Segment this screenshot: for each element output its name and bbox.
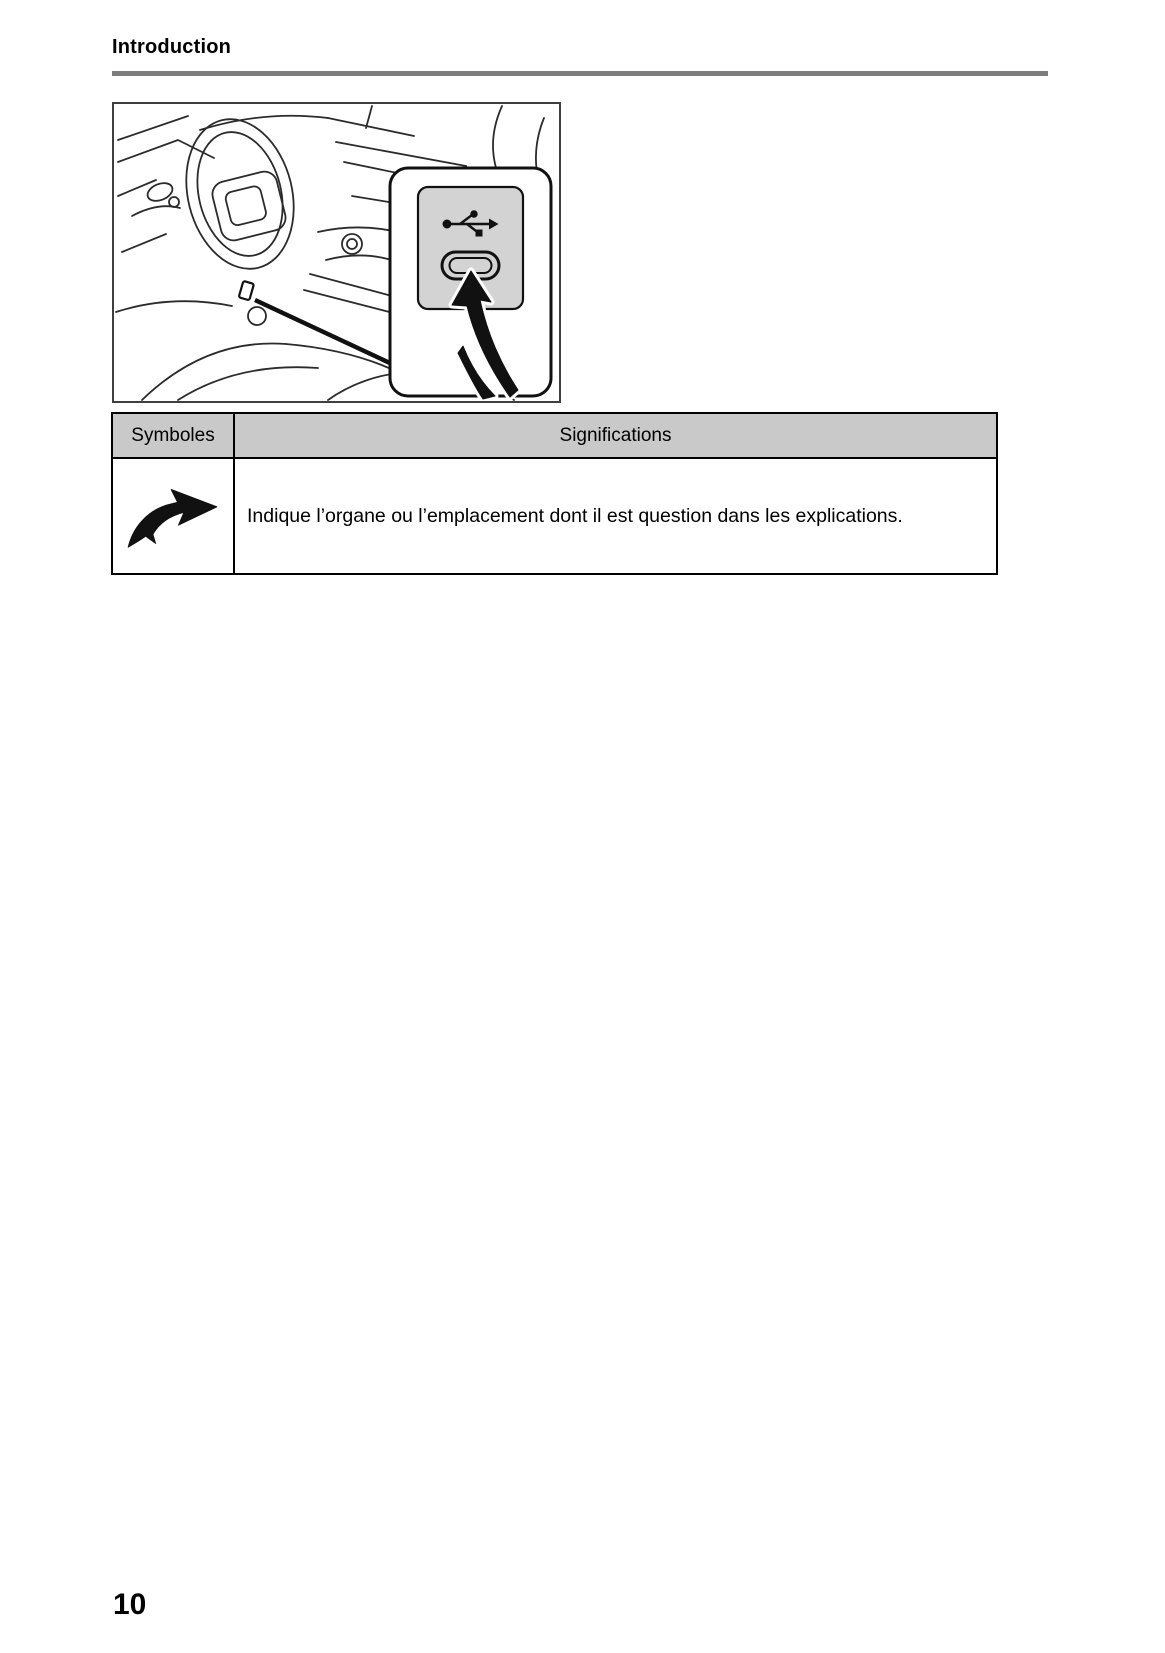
figure-usb-port-location bbox=[112, 102, 561, 403]
page-title: Introduction bbox=[112, 36, 232, 58]
title-rule bbox=[112, 71, 1048, 76]
table-row bbox=[113, 459, 996, 573]
curved-arrow-icon bbox=[125, 484, 221, 548]
symbol-cell bbox=[113, 459, 235, 573]
symbols-table bbox=[111, 412, 998, 575]
table-header-row bbox=[113, 414, 996, 459]
usb-port-callout bbox=[390, 168, 551, 399]
header-cell-symboles: Symboles bbox=[113, 414, 235, 457]
signification-cell: Indique l’organe ou l’emplacement dont il est question dans les explications. bbox=[247, 504, 903, 527]
usb-port-marker bbox=[239, 281, 254, 300]
callout-leader-line bbox=[255, 300, 392, 364]
header-cell-significations: Significations bbox=[559, 424, 672, 446]
car-interior-lineart bbox=[114, 104, 559, 401]
page-number: 10 bbox=[113, 1588, 147, 1621]
